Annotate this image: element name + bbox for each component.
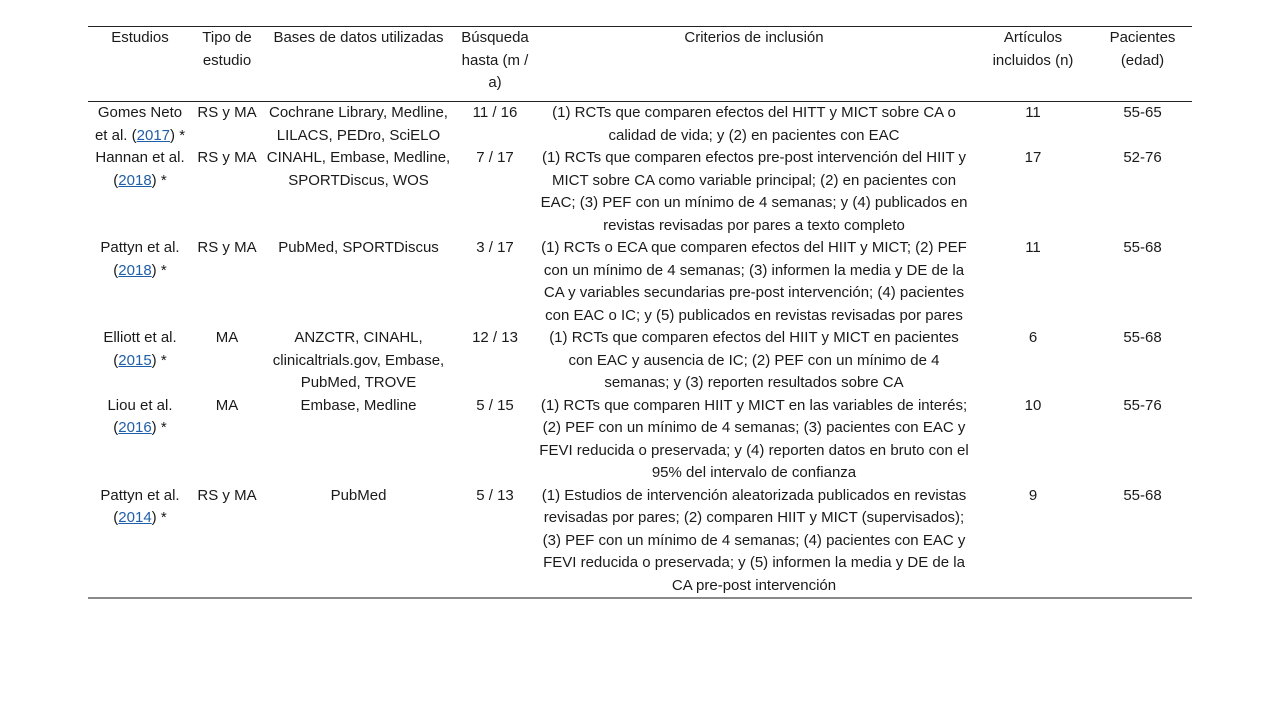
author-name: Pattyn et al. [100, 239, 180, 256]
cell-tipo: MA [215, 329, 239, 346]
author-name: Liou et al. [107, 396, 173, 414]
cell-criterios: (1) RCTs que comparen efectos pre-post intervención del HIIT y MICT sobre CA como variable principal; (2) en pacientes con EAC; (3) PEF con un mínimo de 4 semanas; y (4) publicados en revistas revisadas por pares a texto completo [540, 149, 968, 234]
header-criterios: Criterios de inclusión [535, 27, 973, 102]
author-name: Pattyn et al. [100, 486, 180, 504]
cell-estudio: Pattyn et al. (2014) * [100, 486, 180, 526]
cell-tipo: RS y MA [197, 104, 257, 121]
cell-estudio: Gomes Neto et al. (2017) * [94, 104, 186, 144]
cell-bases: Embase, Medline [300, 396, 417, 414]
cell-estudio: Hannan et al. (2018) * [95, 149, 185, 189]
cell-articulos: 11 [1025, 239, 1041, 256]
asterisk-mark: * [179, 126, 186, 144]
cell-busqueda: 5 / 15 [476, 396, 514, 414]
cell-articulos: 6 [1028, 329, 1038, 346]
author-name: Hannan et al. [95, 149, 185, 166]
cell-bases: Cochrane Library, Medline, LILACS, PEDro, SciELO [269, 104, 448, 144]
cell-criterios: (1) RCTs que comparen HIIT y MICT en las variables de interés; (2) PEF con un mínimo de 4 semanas; (3) pacientes con EAC y FEVI reducida o preservada; y (4) reporten datos en bruto con el 95% del intervalo de confianza [539, 396, 969, 481]
header-tipo: Tipo de estudio [192, 27, 262, 102]
table-row [88, 147, 1192, 237]
cell-criterios: (1) RCTs que comparen efectos del HITT y MICT sobre CA o calidad de vida; y (2) en pacientes con EAC [552, 104, 956, 144]
reference-link[interactable]: 2014 [118, 509, 152, 526]
cell-pacientes: 52-76 [1123, 149, 1162, 166]
cell-busqueda: 11 / 16 [472, 104, 518, 121]
header-pacientes: Pacientes (edad) [1093, 27, 1192, 102]
cell-pacientes: 55-68 [1123, 486, 1162, 504]
header-busqueda: Búsqueda hasta (m / a) [455, 27, 535, 102]
cell-bases: ANZCTR, CINAHL, clinicaltrials.gov, Embase, PubMed, TROVE [272, 329, 445, 391]
cell-pacientes: 55-76 [1123, 396, 1162, 414]
cell-articulos: 9 [1028, 486, 1038, 504]
cell-criterios: (1) RCTs o ECA que comparen efectos del HIIT y MICT; (2) PEF con un mínimo de 4 semanas; (3) informen la media y DE de la CA y variables secundarias pre-post intervención; (4) pacientes con EAC o IC; y (5) publicados en revistas revisadas por pares [541, 239, 967, 324]
asterisk-mark: * [160, 261, 167, 279]
studies-table [88, 26, 1192, 599]
reference-link[interactable]: 2018 [118, 261, 152, 279]
asterisk-mark: * [160, 419, 167, 436]
cell-tipo: MA [215, 396, 239, 414]
cell-tipo: RS y MA [197, 149, 257, 166]
cell-articulos: 10 [1024, 396, 1042, 414]
author-name: Gomes Neto et al. [94, 104, 183, 144]
reference-link[interactable]: 2016 [118, 419, 152, 436]
header-articulos: Artículos incluidos (n) [973, 27, 1093, 102]
reference-link[interactable]: 2018 [118, 171, 152, 189]
reference-link[interactable]: 2017 [136, 126, 171, 144]
cell-tipo: RS y MA [197, 486, 257, 504]
cell-tipo: RS y MA [197, 239, 257, 256]
cell-busqueda: 5 / 13 [476, 486, 514, 504]
cell-articulos: 11 [1025, 104, 1041, 121]
cell-pacientes: 55-68 [1123, 329, 1162, 346]
cell-busqueda: 7 / 17 [476, 149, 514, 166]
author-name: Elliott et al. [103, 329, 177, 346]
table-row [88, 395, 1192, 485]
header-estudios: Estudios [88, 27, 192, 102]
cell-criterios: (1) RCTs que comparen efectos del HIIT y MICT en pacientes con EAC y ausencia de IC; (2) PEF con un mínimo de 4 semanas; y (3) reporten resultados sobre CA [549, 329, 959, 391]
table-row [88, 485, 1192, 599]
asterisk-mark: * [160, 509, 167, 526]
header-bases: Bases de datos utilizadas [262, 27, 455, 102]
studies-table-container [88, 26, 1192, 599]
reference-link[interactable]: 2015 [118, 351, 152, 369]
table-row [88, 102, 1192, 148]
table-row [88, 327, 1192, 395]
cell-bases: CINAHL, Embase, Medline, SPORTDiscus, WOS [266, 149, 451, 189]
cell-bases: PubMed [330, 486, 387, 504]
cell-busqueda: 12 / 13 [472, 329, 518, 346]
cell-estudio: Elliott et al. (2015) * [103, 329, 177, 369]
cell-busqueda: 3 / 17 [476, 239, 514, 256]
cell-criterios: (1) Estudios de intervención aleatorizada publicados en revistas revisadas por pares; (2) comparen HIIT y MICT (supervisados); (3) PEF con un mínimo de 4 semanas; (4) pacientes con EAC y FEVI reducida o preservada; y (5) informen la media y DE de la CA pre-post intervención [541, 486, 967, 594]
table-row [88, 237, 1192, 327]
cell-pacientes: 55-65 [1123, 104, 1162, 121]
header-row [88, 27, 1192, 102]
cell-articulos: 17 [1024, 149, 1042, 166]
cell-estudio: Pattyn et al. (2018) * [100, 239, 180, 279]
cell-pacientes: 55-68 [1123, 239, 1162, 256]
cell-estudio: Liou et al. (2016) * [107, 396, 173, 436]
cell-bases: PubMed, SPORTDiscus [278, 239, 439, 256]
asterisk-mark: * [160, 171, 167, 189]
asterisk-mark: * [160, 351, 167, 369]
